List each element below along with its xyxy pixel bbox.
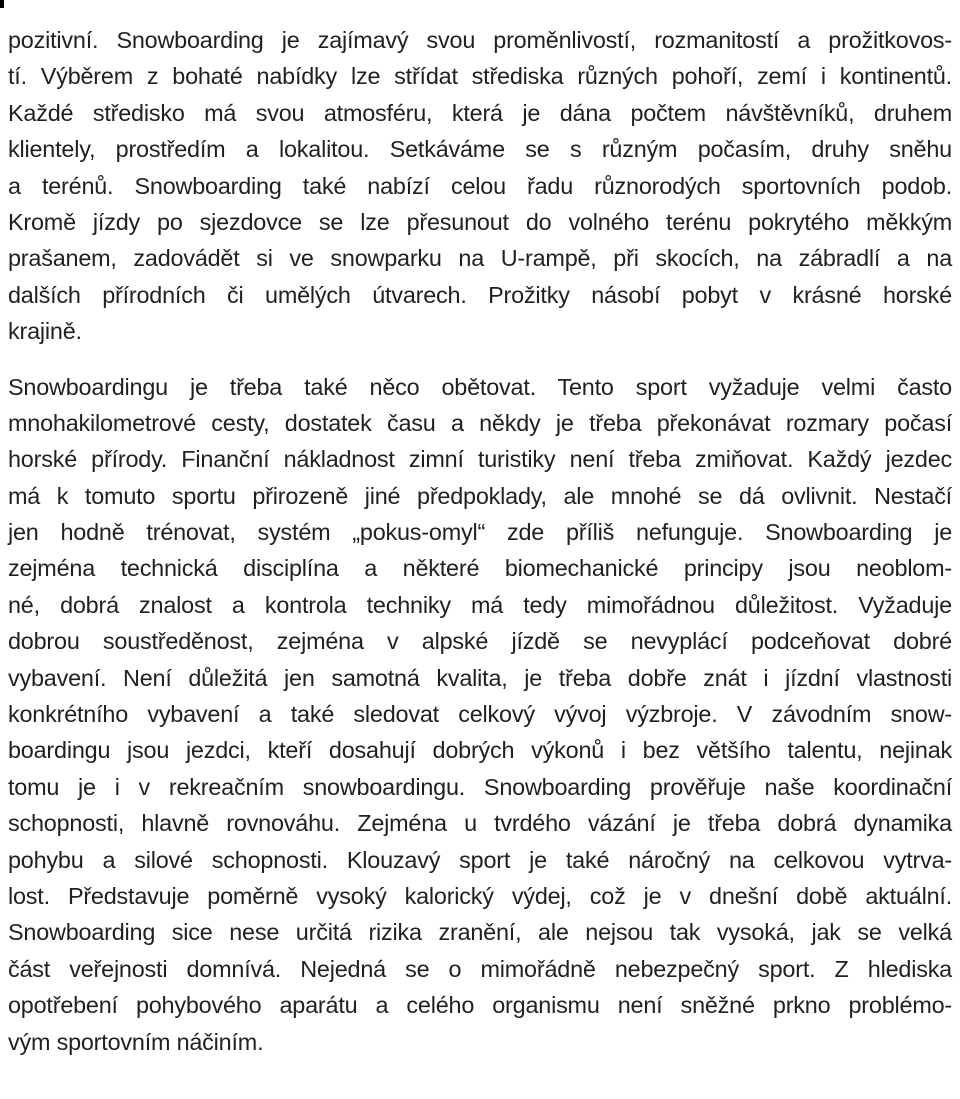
paragraph-1 — [8, 22, 952, 350]
paragraph-2 — [8, 369, 952, 1060]
text-line: má k tomuto sportu přirozeně jiné předpoklady, ale mnohé se dá ovlivnit. Nestačí — [8, 482, 952, 509]
text-line: Snowboardingu je třeba také něco obětovat. Tento sport vyžaduje velmi často — [8, 373, 952, 400]
text-line: část veřejnosti domnívá. Nejedná se o mimořádně nebezpečný sport. Z hlediska — [8, 955, 952, 982]
text-line: a terénů. Snowboarding také nabízí celou řadu různorodých sportovních podob. — [8, 172, 952, 199]
text-line: krajině. — [8, 318, 82, 345]
text-line: tí. Výběrem z bohaté nabídky lze střídat střediska různých pohoří, zemí i kontinentů. — [8, 63, 952, 90]
text-line: lost. Představuje poměrně vysoký kalorický výdej, což je v dnešní době aktuální. — [8, 882, 952, 909]
text-line: pohybu a silové schopnosti. Klouzavý sport je také náročný na celkovou vytrva- — [8, 846, 952, 873]
text-line: zejména technická disciplína a některé biomechanické principy jsou neoblom- — [8, 555, 952, 582]
text-line: jen hodně trénovat, systém „pokus-omyl“ zde příliš nefunguje. Snowboarding je — [8, 519, 952, 546]
text-line: Snowboarding sice nese určitá rizika zranění, ale nejsou tak vysoká, jak se velká — [8, 919, 952, 946]
paragraph-gap — [8, 350, 952, 369]
text-line: vybavení. Není důležitá jen samotná kvalita, je třeba dobře znát i jízdní vlastnosti — [8, 664, 952, 691]
text-line: dobrou soustředěnost, zejména v alpské jízdě se nevyplácí podceňovat dobré — [8, 628, 952, 655]
text-line: schopnosti, hlavně rovnováhu. Zejména u tvrdého vázání je třeba dobrá dynamika — [8, 810, 952, 837]
text-line: klientely, prostředím a lokalitou. Setkáváme se s různým počasím, druhy sněhu — [8, 136, 952, 163]
text-line: mnohakilometrové cesty, dostatek času a někdy je třeba překonávat rozmary počasí — [8, 409, 952, 436]
text-line: opotřebení pohybového aparátu a celého organismu není sněžné prkno problémo- — [8, 992, 952, 1019]
text-line: né, dobrá znalost a kontrola techniky má tedy mimořádnou důležitost. Vyžaduje — [8, 591, 952, 618]
text-line: prašanem, zadovádět si ve snowparku na U-rampě, při skocích, na zábradlí a na — [8, 245, 952, 272]
document-page — [8, 22, 952, 1060]
text-line: Každé středisko má svou atmosféru, která je dána počtem návštěvníků, druhem — [8, 99, 952, 126]
text-line: horské přírody. Finanční nákladnost zimní turistiky není třeba zmiňovat. Každý jezdec — [8, 446, 952, 473]
text-line: dalších přírodních či umělých útvarech. Prožitky násobí pobyt v krásné horské — [8, 281, 952, 308]
text-line: Kromě jízdy po sjezdovce se lze přesunout do volného terénu pokrytého měkkým — [8, 208, 952, 235]
text-line: boardingu jsou jezdci, kteří dosahují dobrých výkonů i bez většího talentu, nejinak — [8, 737, 952, 764]
corner-crop-mark — [0, 0, 4, 8]
text-line: vým sportovním náčiním. — [8, 1028, 264, 1055]
text-line: pozitivní. Snowboarding je zajímavý svou proměnlivostí, rozmanitostí a prožitkovos- — [8, 27, 952, 53]
text-line: konkrétního vybavení a také sledovat celkový vývoj výzbroje. V závodním snow- — [8, 701, 952, 728]
text-line: tomu je i v rekreačním snowboardingu. Snowboarding prověřuje naše koordinační — [8, 773, 952, 800]
